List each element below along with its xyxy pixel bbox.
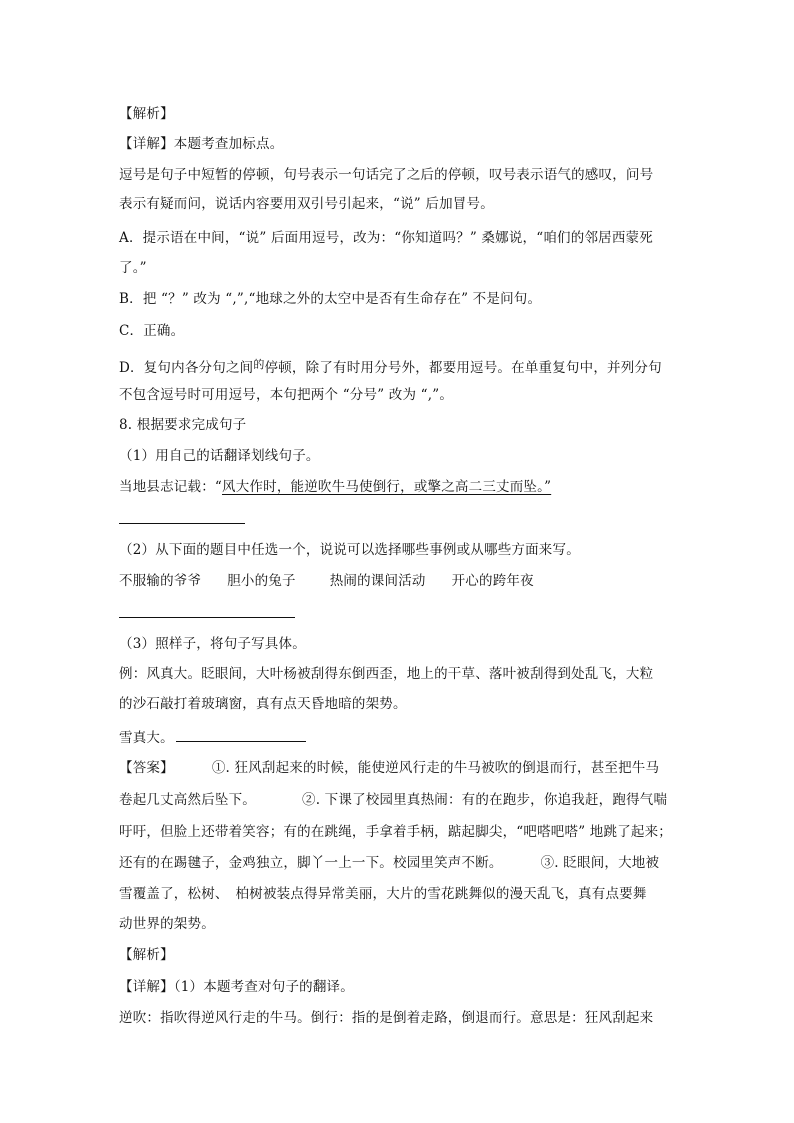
subquestion-1: （1）用自己的话翻译划线句子。	[119, 448, 320, 464]
option-d-line-1	[119, 355, 662, 378]
snow-prompt	[119, 727, 306, 748]
detail-text: （1）本题考查对句子的翻译。	[173, 979, 354, 995]
answer-blank-1	[119, 523, 245, 524]
answer-blank-2	[119, 617, 295, 618]
option-d-pre: D．复句内各分句之间	[119, 360, 254, 376]
option-a-line-2: 了。”	[119, 260, 147, 276]
answer-2-end: 还有的在踢毽子，金鸡独立，脚丫一上一下。校园里笑声不断。	[119, 855, 503, 871]
option-c	[119, 321, 184, 341]
answer-line-5: 雪覆盖了，松树、 柏树被装点得异常美丽，大片的雪花跳舞似的漫天乱飞，真有点要舞	[119, 886, 647, 902]
answer-line-1	[119, 758, 659, 778]
answer-line-6: 动世界的架势。	[119, 916, 215, 932]
option-a-line-1: A．提示语在中间，“说” 后面用逗号，改为：“你知道吗？” 桑娜说，“咱们的邻居西蒙死	[119, 230, 653, 246]
topic-item: 不服输的爷爷	[119, 573, 202, 589]
detail-intro: 【详解】本题考查加标点。	[119, 136, 284, 152]
answer-blank-3	[176, 727, 306, 742]
answer-label: 【答案】	[119, 760, 174, 776]
topic-item: 胆小的兔子	[227, 573, 296, 589]
snow-prompt-text: 雪真大。	[119, 730, 174, 746]
explanation-line-2: 表示有疑而问，说话内容要用双引号引起来，“说” 后加冒号。	[119, 196, 494, 212]
option-b: B．把 “？” 改为 “,”,“地球之外的太空中是否有生命存在” 不是问句。	[119, 291, 542, 307]
question-8-title: 8. 根据要求完成句子	[119, 417, 247, 433]
option-c-period: 。	[170, 323, 185, 339]
option-d-line-2: 不包含逗号时可用逗号，本句把两个 “分号” 改为 “,”。	[119, 387, 454, 403]
analysis-heading: 【解析】	[119, 106, 174, 122]
analysis-heading-2: 【解析】	[119, 947, 174, 963]
example-line-1: 例：风真大。眨眼间，大叶杨被刮得东倒西歪，地上的干草、落叶被刮得到处乱飞，大粒	[119, 666, 654, 682]
answer-3-start: ③. 眨眼间，大地被	[540, 855, 660, 871]
subquestion-2: （2）从下面的题目中任选一个，说说可以选择哪些事例或从哪些方面来写。	[119, 542, 580, 558]
answer-line-4	[119, 853, 659, 873]
answer-2-start: ②. 下课了校园里真热闹：有的在跑步，你追我赶，跑得气喘	[302, 792, 668, 808]
answer-1-end: 卷起几丈高然后坠下。	[119, 792, 256, 808]
topic-item: 热闹的课间活动	[329, 573, 426, 589]
topic-list	[119, 571, 534, 591]
county-record-prefix: 当地县志记载：“	[119, 479, 223, 495]
answer-line-2	[119, 790, 667, 810]
option-d-de: 的	[253, 358, 265, 371]
explanation-line-1: 逗号是句子中短暂的停顿，句号表示一句话完了之后的停顿，叹号表示语气的感叹，问号	[119, 167, 654, 183]
detail-label: 【详解】	[119, 979, 174, 995]
option-c-text: C．正确	[119, 323, 171, 339]
translation-line: 逆吹：指吹得逆风行走的牛马。倒行：指的是倒着走路，倒退而行。意思是：狂风刮起来	[119, 1010, 654, 1026]
county-record-sentence	[119, 477, 551, 497]
example-line-2: 的沙石敲打着玻璃窗，真有点天昏地暗的架势。	[119, 696, 407, 712]
option-d-post: 停顿，除了有时用分号外，都要用逗号。在单重复句中，并列分句	[264, 360, 662, 376]
subquestion-3: （3）照样子，将句子写具体。	[119, 636, 306, 652]
answer-line-3: 吁吁，但脸上还带着笑容；有的在跳绳，手拿着手柄，踮起脚尖，“吧嗒吧嗒” 地跳了起来；	[119, 824, 672, 840]
detail-line-2	[119, 977, 354, 997]
underlined-sentence: 风大作时，能逆吹牛马使倒行，或擎之高二三丈而坠。”	[222, 479, 552, 495]
answer-1-text: ①. 狂风刮起来的时候，能使逆风行走的牛马被吹的倒退而行，甚至把牛马	[211, 760, 660, 776]
topic-item: 开心的跨年夜	[451, 573, 534, 589]
